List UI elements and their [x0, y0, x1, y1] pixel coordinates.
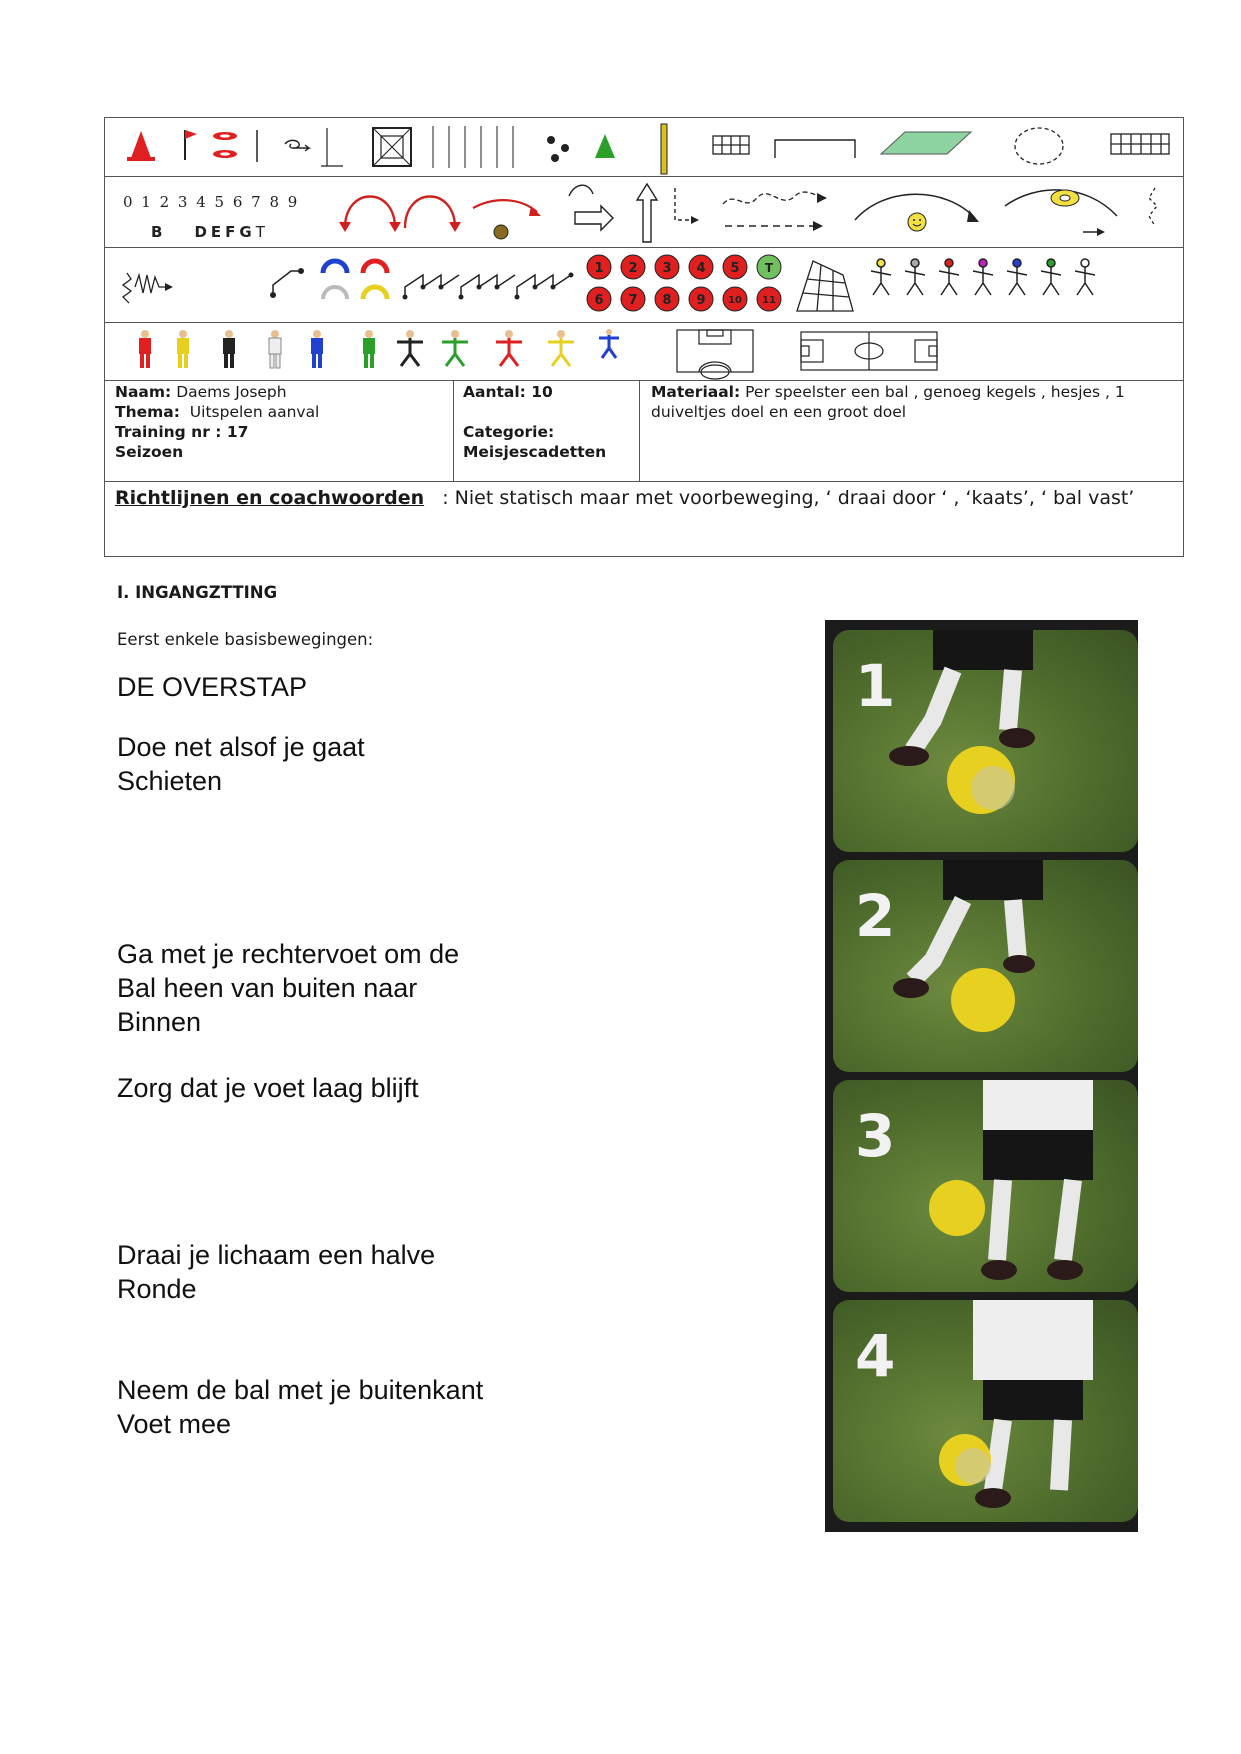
- photo-number: 4: [855, 1322, 896, 1390]
- richtlijnen-value: : Niet statisch maar met voorbeweging, ‘ draai door ‘ , ‘kaats’, ‘ bal vast’: [436, 487, 1135, 509]
- step-line: Draai je lichaam een halve: [117, 1240, 436, 1270]
- player-kits-icon: [139, 330, 375, 368]
- photo-number: 2: [855, 882, 896, 950]
- richtlijnen: [115, 486, 1155, 511]
- player-number: 1: [594, 261, 604, 276]
- naam-label: Naam:: [115, 383, 172, 401]
- step-line: Ga met je rechtervoet om de: [117, 939, 460, 969]
- sprint-zigzag-icon: [123, 273, 167, 303]
- step-3: [117, 1071, 419, 1105]
- ball-icon: [494, 225, 508, 239]
- yellow-hurdle-icon: [363, 287, 387, 299]
- hurdle-line-icon: [273, 271, 301, 295]
- row-divider: [105, 380, 1183, 381]
- seizoen-label: Seizoen: [115, 443, 184, 461]
- photo-panel-3: [833, 1080, 1138, 1292]
- dashed-turn-icon: [675, 188, 693, 220]
- letter: E: [210, 223, 226, 241]
- half-pitch-icon: [677, 330, 753, 379]
- players-pitch-row: [105, 322, 1183, 380]
- goal-post-icon: [661, 124, 667, 174]
- full-pitch-icon: [801, 332, 937, 370]
- materiaal-label: Materiaal:: [651, 383, 741, 401]
- field-area-icon: [881, 132, 971, 154]
- step-line: Voet mee: [117, 1409, 232, 1439]
- movement-icons-row: [105, 176, 1183, 247]
- hurdle-series-icon: [405, 275, 571, 297]
- section-title: I. INGANGZTTING: [117, 583, 278, 602]
- letter: B: [151, 223, 167, 241]
- letter: G: [239, 223, 256, 241]
- move-title: DE OVERSTAP: [117, 672, 308, 702]
- player-number: 6: [594, 293, 604, 308]
- photo-panel-1: [833, 630, 1138, 852]
- pass-arc-icon: [473, 200, 537, 212]
- turn-arrow-icon: [569, 185, 593, 196]
- step-line: Zorg dat je voet laag blijft: [117, 1073, 419, 1103]
- player-number: 11: [762, 295, 776, 306]
- photo-number: 3: [855, 1102, 896, 1170]
- col-divider: [639, 380, 640, 481]
- lines-icon: [433, 126, 513, 168]
- rebound-net-icon: [797, 261, 853, 311]
- overstap-photo-strip: [825, 620, 1138, 1532]
- player-numbers-icons: [587, 255, 781, 311]
- training-header-frame: [104, 117, 1184, 557]
- drill-icons-row: [105, 247, 1183, 322]
- up-arrow-icon: [637, 184, 657, 242]
- col-divider: [453, 380, 454, 481]
- white-hurdle-icon: [323, 287, 347, 299]
- row-divider: [105, 481, 1183, 482]
- letter: F: [225, 223, 240, 241]
- smiley-icon: [908, 213, 926, 231]
- dribble-arrow-icon: [575, 206, 613, 230]
- step-5: [117, 1373, 483, 1441]
- run-path-icon: [285, 140, 309, 151]
- info-left: [115, 382, 445, 462]
- disc-cones-icon: [213, 132, 237, 158]
- step-1: [117, 730, 365, 798]
- info-middle: [463, 382, 633, 462]
- letter: T: [255, 223, 269, 241]
- step-line: Binnen: [117, 1007, 202, 1037]
- corner-flag-icon: [185, 130, 197, 160]
- hurdle-icon: [321, 128, 343, 166]
- info-right: [651, 382, 1171, 422]
- player-number: 4: [696, 261, 706, 276]
- hurdle-series-dots: [403, 273, 574, 300]
- player-number: 3: [662, 261, 672, 276]
- step-line: Neem de bal met je buitenkant: [117, 1375, 484, 1405]
- green-cone-icon: [595, 134, 615, 158]
- photo-number: 1: [855, 652, 896, 720]
- photo-panel-4: [833, 1300, 1138, 1522]
- dashed-zone-icon: [1015, 128, 1063, 164]
- step-2: [117, 937, 459, 1039]
- player-number: 2: [628, 261, 638, 276]
- big-goal-icon: [1111, 134, 1169, 154]
- player-figures-icon: [871, 259, 1095, 295]
- thema-value: Uitspelen aanval: [189, 403, 320, 421]
- goalkeepers-icon: [397, 329, 619, 366]
- section-intro: Eerst enkele basisbewegingen:: [117, 630, 374, 649]
- step-line: Bal heen van buiten naar: [117, 973, 418, 1003]
- goal-outline-icon: [775, 140, 855, 158]
- materiaal-value: Per speelster een bal , genoeg kegels , hesjes , 1 duiveltjes doel en een groot doel: [651, 383, 1125, 421]
- training-label: Training nr : 17: [115, 423, 249, 441]
- dashed-wave-icon: [723, 192, 821, 204]
- player-number: 7: [628, 293, 638, 308]
- blue-hurdle-icon: [323, 261, 347, 273]
- balls-icon: [547, 136, 569, 162]
- thema-label: Thema:: [115, 403, 180, 421]
- square-zone-icon: [373, 128, 411, 166]
- cone-icon: [127, 131, 155, 161]
- photo-panel-2: [833, 860, 1138, 1072]
- player-number: T: [764, 261, 774, 275]
- red-hurdle-icon: [363, 261, 387, 273]
- step-line: Doe net alsof je gaat: [117, 732, 365, 762]
- naam-value: Daems Joseph: [176, 383, 287, 401]
- digits-legend: 0 1 2 3 4 5 6 7 8 9: [123, 193, 300, 211]
- step-4: [117, 1238, 435, 1306]
- player-number: 9: [696, 293, 706, 308]
- categorie-value: Meisjescadetten: [463, 443, 607, 461]
- equipment-icons-row: [105, 118, 1183, 176]
- red-arc-icon: [345, 197, 395, 229]
- red-arc-icon: [405, 197, 455, 229]
- step-line: Ronde: [117, 1274, 197, 1304]
- categorie-label: Categorie:: [463, 423, 555, 441]
- small-goal-icon: [713, 136, 749, 154]
- richtlijnen-label: Richtlijnen en coachwoorden: [115, 487, 425, 509]
- player-number: 5: [730, 261, 740, 276]
- aantal-label: Aantal: 10: [463, 383, 553, 401]
- player-number: 8: [662, 293, 672, 308]
- step-line: Schieten: [117, 766, 223, 796]
- player-number: 10: [728, 295, 742, 306]
- letter: D: [194, 223, 211, 241]
- zigzag-dash-icon: [1149, 188, 1157, 226]
